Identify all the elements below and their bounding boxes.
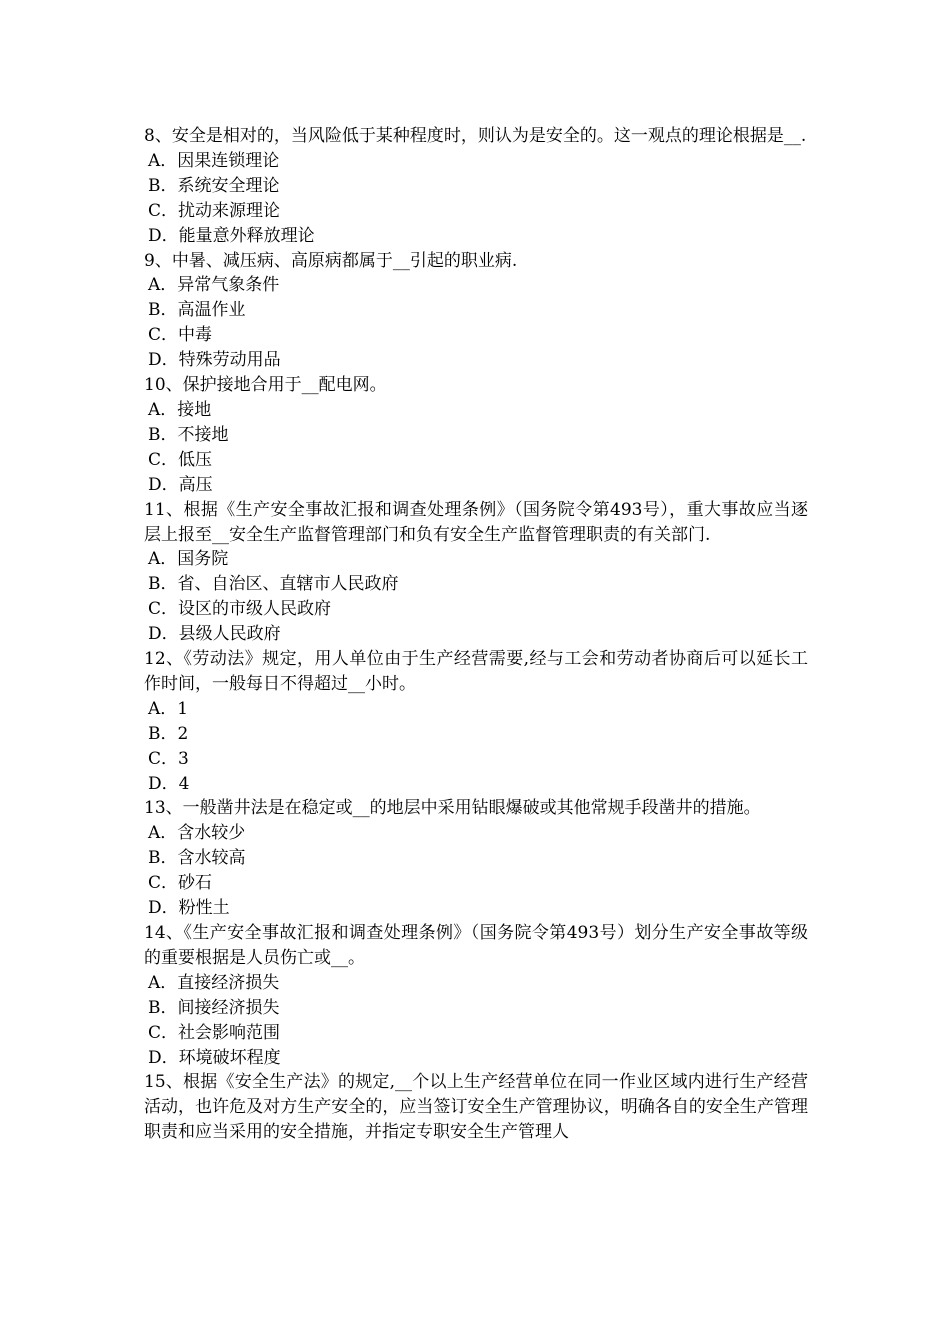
option-d: D．环境破坏程度: [148, 1047, 281, 1068]
question-text: 10、保护接地合用于__配电网。: [144, 375, 387, 396]
question-15: [144, 1070, 808, 1145]
option-b: B．系统安全理论: [148, 175, 280, 196]
question-14: [144, 921, 808, 1070]
option-c: C．3: [148, 748, 189, 769]
question-10: [144, 373, 808, 498]
option-d: D．县级人民政府: [148, 624, 281, 645]
option-d: D．粉性土: [148, 898, 230, 919]
question-8: [144, 124, 808, 249]
question-text: 15、根据《安全生产法》的规定,__个以上生产经营单位在同一作业区域内进行生产经营活动，也许危及对方生产安全的，应当签订安全生产管理协议，明确各自的安全生产管理职责和应当采用的安全措施，并指定专职安全生产管理人: [144, 1072, 808, 1143]
option-a: A．异常气象条件: [148, 275, 280, 296]
option-a: A．国务院: [148, 549, 229, 570]
option-a: A．直接经济损失: [148, 972, 280, 993]
question-text: 13、一般凿井法是在稳定或__的地层中采用钻眼爆破或其他常规手段凿井的措施。: [144, 798, 761, 819]
option-c: C．中毒: [148, 325, 213, 346]
question-text: 12、《劳动法》规定，用人单位由于生产经营需要,经与工会和劳动者协商后可以延长工作时间，一般每日不得超过__小时。: [144, 649, 808, 694]
option-d: D．能量意外释放理论: [148, 225, 315, 246]
option-a: A．含水较少: [148, 823, 246, 844]
option-c: C．低压: [148, 449, 213, 470]
option-b: B．高温作业: [148, 300, 246, 321]
question-text: 8、安全是相对的，当风险低于某种程度时，则认为是安全的。这一观点的理论根据是__.: [144, 126, 807, 146]
question-13: [144, 796, 808, 921]
option-b: B．省、自治区、直辖市人民政府: [148, 574, 399, 595]
question-text: 14、《生产安全事故汇报和调查处理条例》（国务院令第493号）划分生产安全事故等级的重要根据是人员伤亡或__。: [144, 923, 808, 968]
question-11: [144, 498, 808, 647]
question-text: 11、根据《生产安全事故汇报和调查处理条例》（国务院令第493号），重大事故应当逐层上报至__安全生产监督管理部门和负有安全生产监督管理职责的有关部门.: [144, 499, 808, 545]
option-b: B．不接地: [148, 424, 229, 445]
option-d: D．高压: [148, 474, 213, 495]
option-b: B．2: [148, 723, 189, 744]
option-c: C．社会影响范围: [148, 1022, 281, 1043]
option-b: B．间接经济损失: [148, 997, 280, 1018]
question-9: [144, 249, 808, 374]
option-d: D．4: [148, 773, 190, 794]
document-page: [144, 124, 808, 1145]
option-d: D．特殊劳动用品: [148, 350, 281, 371]
option-c: C．砂石: [148, 873, 213, 894]
option-a: A．接地: [148, 399, 212, 420]
option-c: C．扰动来源理论: [148, 200, 281, 221]
option-b: B．含水较高: [148, 848, 246, 869]
option-a: A．1: [148, 698, 189, 719]
question-12: [144, 647, 808, 796]
option-c: C．设区的市级人民政府: [148, 599, 332, 620]
option-a: A．因果连锁理论: [148, 150, 280, 171]
question-text: 9、中暑、减压病、高原病都属于__引起的职业病.: [144, 250, 518, 271]
